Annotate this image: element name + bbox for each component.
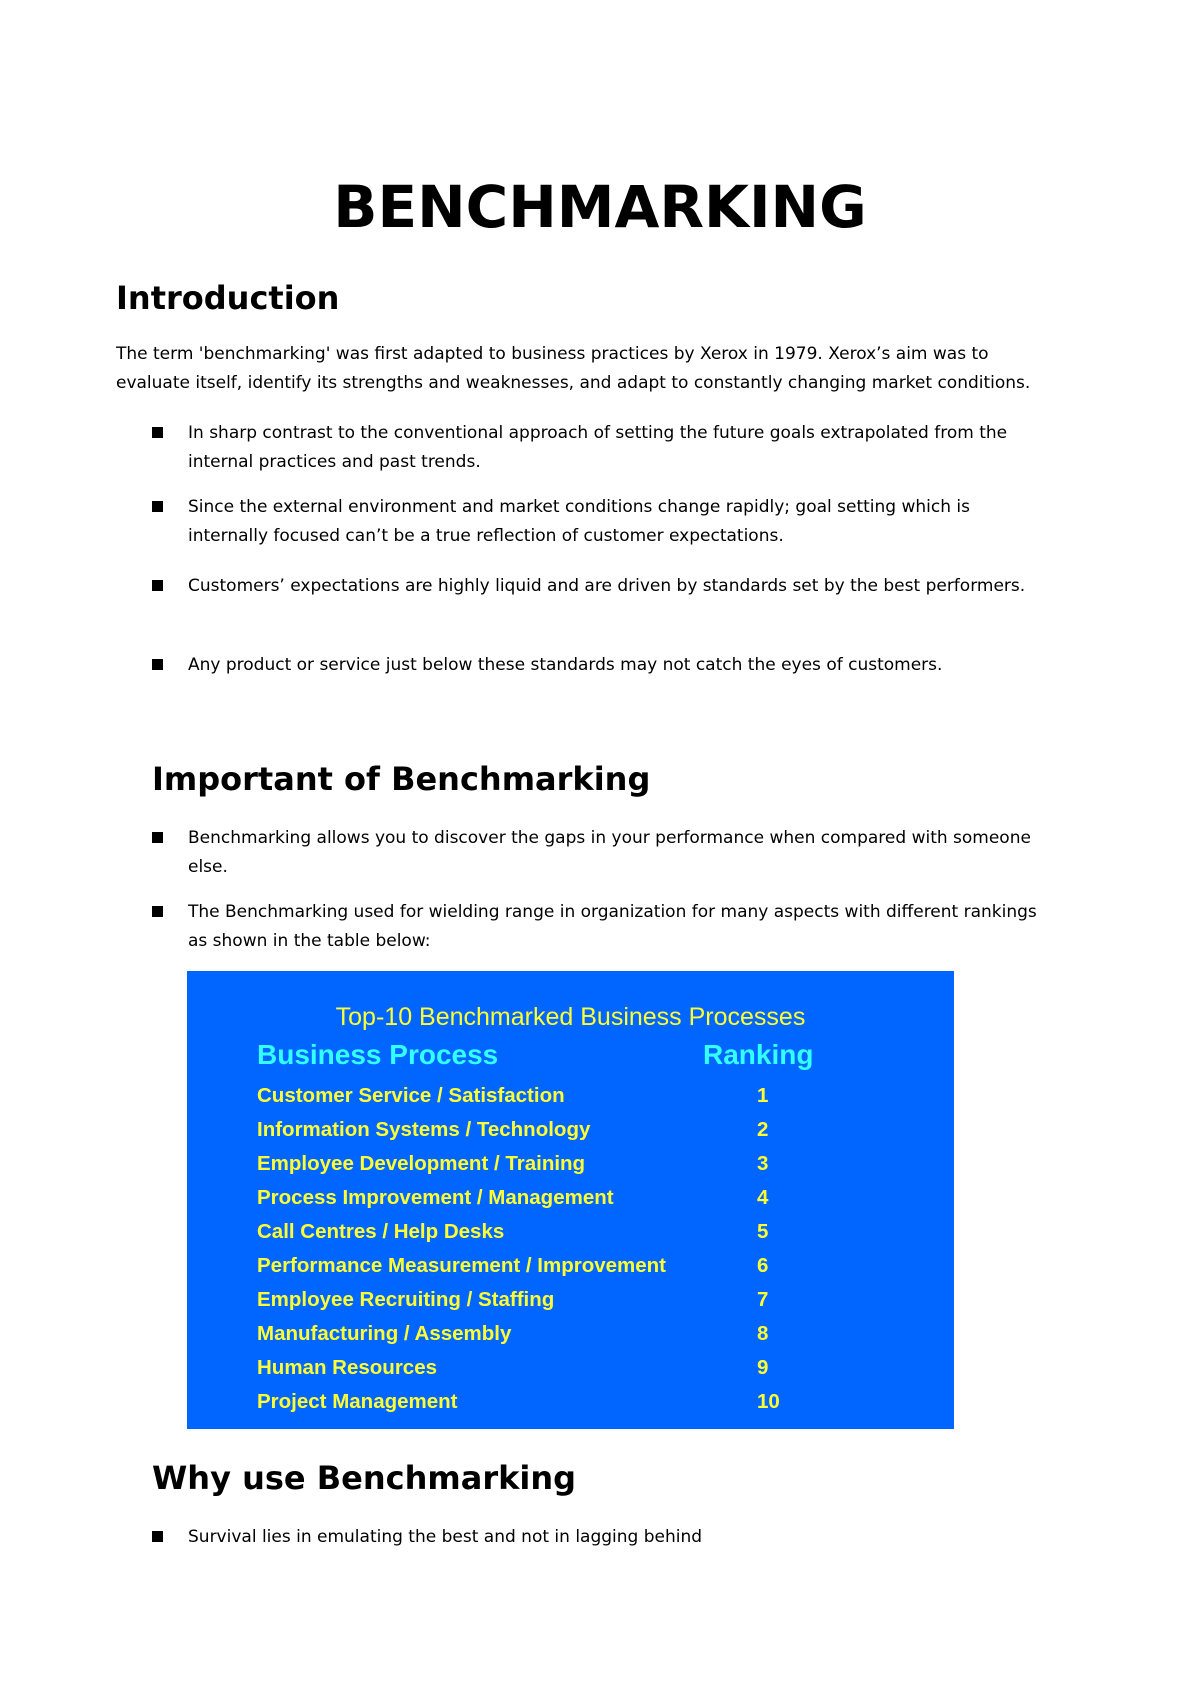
table-cell-process: Human Resources	[257, 1356, 438, 1379]
table-cell-process: Project Management	[257, 1390, 458, 1413]
list-item-text-line-2: internal practices and past trends.	[188, 452, 481, 472]
table-row	[187, 1285, 954, 1319]
table-cell-rank: 2	[757, 1118, 769, 1141]
list-item-text-line-1: Customers’ expectations are highly liquid and are driven by standards set by the best performers.	[188, 576, 1026, 596]
table-cell-rank: 8	[757, 1322, 769, 1345]
table-row	[187, 1081, 954, 1115]
table-row	[187, 1319, 954, 1353]
list-item-text-line-1: Survival lies in emulating the best and not in lagging behind	[188, 1527, 703, 1547]
column-header-business-process: Business Process	[257, 1039, 499, 1070]
table-row	[187, 1217, 954, 1251]
table-cell-rank: 3	[757, 1152, 769, 1175]
table-cell-process: Process Improvement / Management	[257, 1186, 614, 1209]
table-cell-rank: 7	[757, 1288, 769, 1311]
table-cell-process: Information Systems / Technology	[257, 1118, 591, 1141]
why-heading: Why use Benchmarking	[152, 1459, 577, 1497]
table-row	[187, 1251, 954, 1285]
square-bullet-icon	[152, 580, 163, 591]
list-item-text-line-1: In sharp contrast to the conventional approach of setting the future goals extrapolated from the	[188, 423, 1008, 443]
introduction-paragraph-line-2: evaluate itself, identify its strengths and weaknesses, and adapt to constantly changing market conditions.	[116, 373, 1031, 393]
document-title: BENCHMARKING	[333, 173, 867, 241]
square-bullet-icon	[152, 832, 163, 843]
list-item-text-line-1: The Benchmarking used for wielding range in organization for many aspects with different rankings	[188, 902, 1037, 922]
table-row	[187, 1353, 954, 1387]
list-item-text-line-2: internally focused can’t be a true reflection of customer expectations.	[188, 526, 784, 546]
table-cell-process: Call Centres / Help Desks	[257, 1220, 505, 1243]
list-item-text-line-2: else.	[188, 857, 228, 877]
table-cell-rank: 5	[757, 1220, 769, 1243]
square-bullet-icon	[152, 501, 163, 512]
introduction-heading: Introduction	[116, 279, 340, 317]
table-cell-process: Employee Development / Training	[257, 1152, 586, 1175]
table-row	[187, 1183, 954, 1217]
table-row	[187, 1387, 954, 1421]
square-bullet-icon	[152, 1531, 163, 1542]
importance-heading: Important of Benchmarking	[152, 760, 651, 798]
table-cell-rank: 1	[757, 1084, 769, 1107]
table-row	[187, 1115, 954, 1149]
square-bullet-icon	[152, 906, 163, 917]
table-cell-process: Manufacturing / Assembly	[257, 1322, 512, 1345]
table-cell-rank: 4	[757, 1186, 769, 1209]
table-cell-process: Employee Recruiting / Staffing	[257, 1288, 555, 1311]
table-title: Top-10 Benchmarked Business Processes	[335, 1003, 806, 1031]
square-bullet-icon	[152, 659, 163, 670]
table-cell-process: Customer Service / Satisfaction	[257, 1084, 565, 1107]
list-item-text-line-1: Benchmarking allows you to discover the gaps in your performance when compared with someone	[188, 828, 1031, 848]
introduction-paragraph-line-1: The term 'benchmarking' was first adapted to business practices by Xerox in 1979. Xerox’s aim was to	[116, 344, 989, 364]
list-item-text-line-1: Any product or service just below these standards may not catch the eyes of customers.	[188, 655, 943, 675]
list-item-text-line-2: as shown in the table below:	[188, 931, 431, 951]
table-cell-rank: 10	[757, 1390, 780, 1413]
table-cell-rank: 6	[757, 1254, 769, 1277]
list-item-text-line-1: Since the external environment and market conditions change rapidly; goal setting which is	[188, 497, 970, 517]
table-row	[187, 1149, 954, 1183]
table-cell-rank: 9	[757, 1356, 769, 1379]
column-header-ranking: Ranking	[703, 1039, 814, 1070]
square-bullet-icon	[152, 427, 163, 438]
table-cell-process: Performance Measurement / Improvement	[257, 1254, 666, 1277]
benchmarked-processes-table	[187, 971, 954, 1429]
